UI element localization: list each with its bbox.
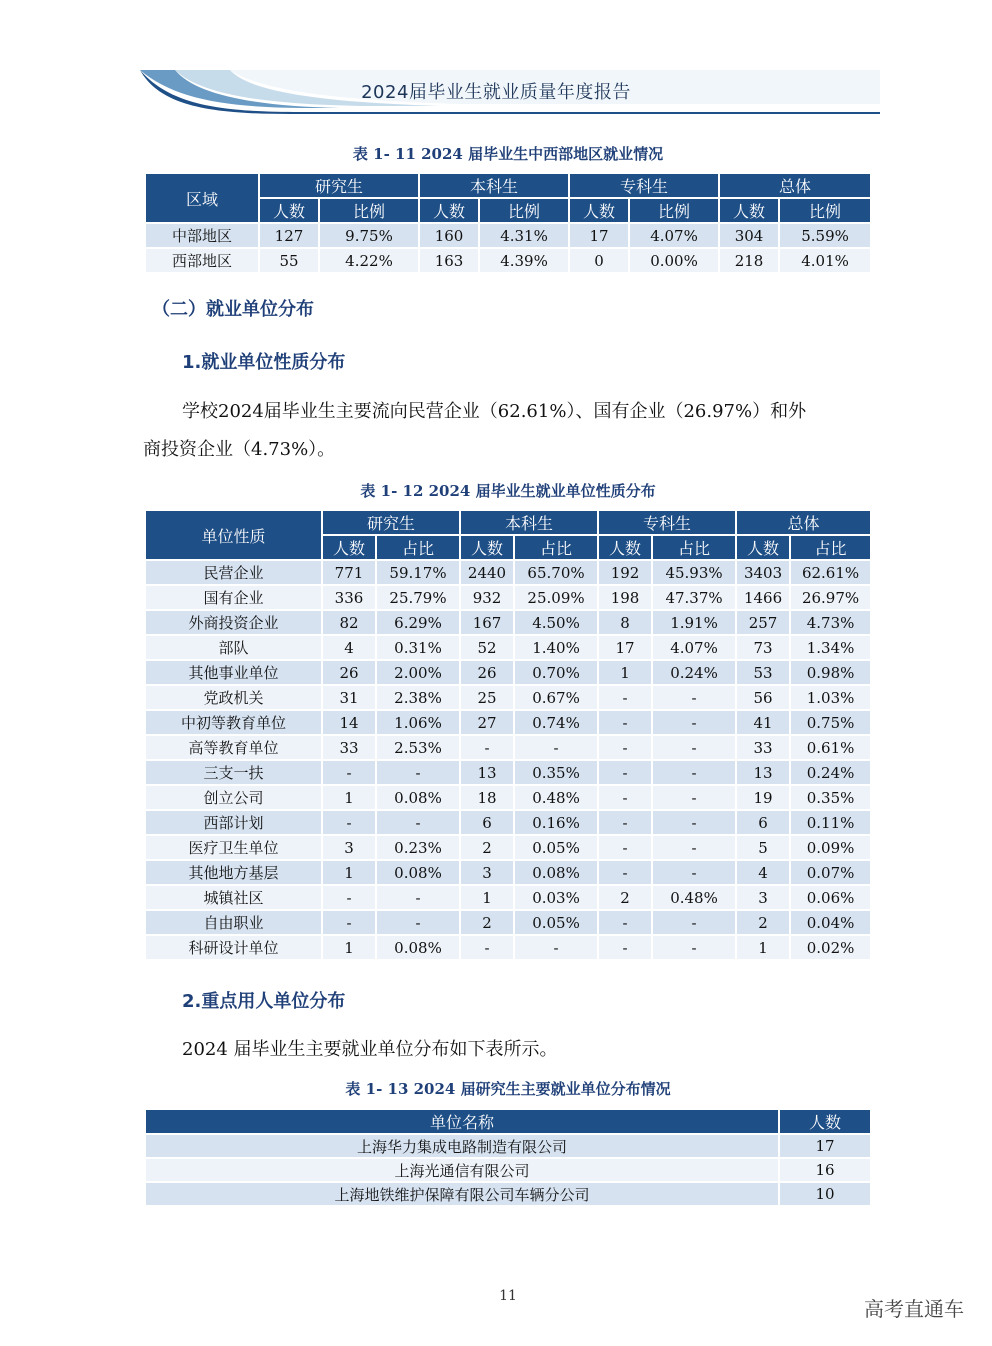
table11-cell: 0.00% <box>629 248 719 273</box>
paragraph-line-2: 商投资企业（4.73%）。 <box>143 439 336 460</box>
table12-cell: 2 <box>598 885 652 910</box>
table12-cell: 53 <box>736 660 790 685</box>
paragraph-line-1: 学校2024届毕业生主要流向民营企业（62.61%）、国有企业（26.97%）和外 <box>182 401 807 422</box>
section-heading: （二）就业单位分布 <box>152 299 314 320</box>
table12-cell: - <box>652 835 736 860</box>
table13-row <box>145 1134 871 1158</box>
table12-group-1: 本科生 <box>460 510 598 535</box>
table12-cell: - <box>652 935 736 960</box>
table12-row <box>145 885 871 910</box>
table12-cell: 0.98% <box>790 660 871 685</box>
table12-group-2: 专科生 <box>598 510 736 535</box>
table12-cell: 1 <box>598 660 652 685</box>
table12-cell: - <box>376 760 460 785</box>
table12-cell: 0.07% <box>790 860 871 885</box>
table12-sub-count: 人数 <box>322 535 376 560</box>
table11-cell: 163 <box>419 248 479 273</box>
table12-cell: 2 <box>460 835 514 860</box>
table12-cell: 26 <box>460 660 514 685</box>
table12-cell: - <box>652 735 736 760</box>
table12-cell: 18 <box>460 785 514 810</box>
table11-cell: 127 <box>259 223 319 248</box>
table12-cell: 1466 <box>736 585 790 610</box>
table12-cell: 3 <box>736 885 790 910</box>
table11-group-2: 专科生 <box>569 173 719 198</box>
table12-cell: 4.73% <box>790 610 871 635</box>
table12-row-label: 科研设计单位 <box>145 935 322 960</box>
table11-cell: 0 <box>569 248 629 273</box>
table12-cell: 41 <box>736 710 790 735</box>
table11-row-label: 西部地区 <box>145 248 259 273</box>
table11-sub-count: 人数 <box>259 198 319 223</box>
subsection-heading-2: 2.重点用人单位分布 <box>182 991 346 1012</box>
table12-cell: - <box>652 685 736 710</box>
table12-sub-count: 人数 <box>598 535 652 560</box>
table11-cell: 4.31% <box>479 223 569 248</box>
table12-cell: 0.16% <box>514 810 598 835</box>
table12-cell: 0.31% <box>376 635 460 660</box>
table12-cell: 33 <box>322 735 376 760</box>
table11-group-0: 研究生 <box>259 173 419 198</box>
table12-cell: - <box>652 810 736 835</box>
table12-cell: 0.05% <box>514 910 598 935</box>
table11-cell: 55 <box>259 248 319 273</box>
table11-cell: 17 <box>569 223 629 248</box>
table12-cell: 0.09% <box>790 835 871 860</box>
table12-caption: 表 1- 12 2024 届毕业生就业单位性质分布 <box>360 482 656 500</box>
table12-cell: - <box>322 760 376 785</box>
table12-cell: 2440 <box>460 560 514 585</box>
table11-row <box>145 223 871 248</box>
watermark-text: 高考直通车 <box>864 1297 964 1321</box>
table12-cell: 0.35% <box>514 760 598 785</box>
table11-sub-ratio: 比例 <box>779 198 871 223</box>
table12-cell: - <box>598 735 652 760</box>
table11-sub-count: 人数 <box>419 198 479 223</box>
table12-cell: 257 <box>736 610 790 635</box>
table11-cell: 304 <box>719 223 779 248</box>
table11-row-label: 中部地区 <box>145 223 259 248</box>
table12-row-label: 自由职业 <box>145 910 322 935</box>
table13-row-label: 上海地铁维护保障有限公司车辆分公司 <box>145 1182 779 1206</box>
table12-cell: 8 <box>598 610 652 635</box>
table12-cell: 3 <box>322 835 376 860</box>
table12-row-label: 党政机关 <box>145 685 322 710</box>
table11-caption: 表 1- 11 2024 届毕业生中西部地区就业情况 <box>352 145 664 163</box>
table12-group-3: 总体 <box>736 510 871 535</box>
table13-cell: 10 <box>779 1182 871 1206</box>
table12-row <box>145 910 871 935</box>
table11-cell: 4.07% <box>629 223 719 248</box>
table11-cell: 4.22% <box>319 248 419 273</box>
table12-cell: - <box>652 710 736 735</box>
table12-row-label: 其他地方基层 <box>145 860 322 885</box>
table13 <box>145 1109 871 1206</box>
table11-sub-ratio: 比例 <box>479 198 569 223</box>
table11-cell: 5.59% <box>779 223 871 248</box>
table12-row-label: 其他事业单位 <box>145 660 322 685</box>
table12-cell: 14 <box>322 710 376 735</box>
table11-group-1: 本科生 <box>419 173 569 198</box>
table12-cell: - <box>322 910 376 935</box>
table12-row-label: 三支一扶 <box>145 760 322 785</box>
table12-cell: 73 <box>736 635 790 660</box>
page-number: 11 <box>499 1288 517 1304</box>
table11-corner: 区域 <box>145 173 259 223</box>
table12-cell: 4 <box>736 860 790 885</box>
table12-cell: - <box>514 735 598 760</box>
table12-sub-count: 人数 <box>460 535 514 560</box>
table12-row-label: 创立公司 <box>145 785 322 810</box>
table12-row-label: 外商投资企业 <box>145 610 322 635</box>
table12-cell: 6 <box>736 810 790 835</box>
table12-corner: 单位性质 <box>145 510 322 560</box>
running-header-title: 2024届毕业生就业质量年度报告 <box>361 82 631 103</box>
table12-cell: 19 <box>736 785 790 810</box>
table12-cell: 2.00% <box>376 660 460 685</box>
table12-row <box>145 710 871 735</box>
table12-cell: 0.08% <box>376 935 460 960</box>
table12-cell: 771 <box>322 560 376 585</box>
table13-header-name: 单位名称 <box>145 1109 779 1134</box>
table12-cell: 0.70% <box>514 660 598 685</box>
table12-row-label: 中初等教育单位 <box>145 710 322 735</box>
table12-cell: 1.91% <box>652 610 736 635</box>
table12-cell: 26 <box>322 660 376 685</box>
table12-cell: 932 <box>460 585 514 610</box>
table12-row <box>145 810 871 835</box>
table12 <box>145 510 871 960</box>
table12-row <box>145 685 871 710</box>
table12-cell: 0.06% <box>790 885 871 910</box>
table12-cell: 62.61% <box>790 560 871 585</box>
table12-cell: 1.40% <box>514 635 598 660</box>
table12-row-label: 医疗卫生单位 <box>145 835 322 860</box>
table12-cell: 5 <box>736 835 790 860</box>
table12-cell: 336 <box>322 585 376 610</box>
table12-row <box>145 660 871 685</box>
table12-cell: 0.75% <box>790 710 871 735</box>
table12-cell: 3403 <box>736 560 790 585</box>
table12-row-label: 民营企业 <box>145 560 322 585</box>
table12-cell: 4 <box>322 635 376 660</box>
table12-cell: 0.48% <box>652 885 736 910</box>
table12-cell: - <box>598 710 652 735</box>
table12-cell: - <box>598 860 652 885</box>
table12-row <box>145 860 871 885</box>
table12-cell: 13 <box>460 760 514 785</box>
table12-cell: - <box>460 935 514 960</box>
table12-cell: 1 <box>322 785 376 810</box>
table12-cell: - <box>598 910 652 935</box>
table12-cell: - <box>460 735 514 760</box>
table13-header-count: 人数 <box>779 1109 871 1134</box>
table12-cell: 0.23% <box>376 835 460 860</box>
table12-cell: - <box>652 760 736 785</box>
table12-cell: 82 <box>322 610 376 635</box>
table12-cell: 2.53% <box>376 735 460 760</box>
table12-cell: 26.97% <box>790 585 871 610</box>
table12-cell: 17 <box>598 635 652 660</box>
table11-sub-ratio: 比例 <box>319 198 419 223</box>
table12-cell: 0.11% <box>790 810 871 835</box>
table12-cell: - <box>598 935 652 960</box>
table11-cell: 9.75% <box>319 223 419 248</box>
table12-cell: 1.03% <box>790 685 871 710</box>
table12-sub-share: 占比 <box>514 535 598 560</box>
table12-cell: 56 <box>736 685 790 710</box>
table12-cell: - <box>322 885 376 910</box>
table12-cell: 47.37% <box>652 585 736 610</box>
table12-cell: 3 <box>460 860 514 885</box>
table12-sub-share: 占比 <box>376 535 460 560</box>
table12-cell: 0.24% <box>790 760 871 785</box>
table12-cell: - <box>598 785 652 810</box>
table12-row <box>145 610 871 635</box>
table12-cell: 167 <box>460 610 514 635</box>
paragraph-key-employers: 2024 届毕业生主要就业单位分布如下表所示。 <box>182 1039 558 1060</box>
table12-cell: 25 <box>460 685 514 710</box>
table12-sub-share: 占比 <box>652 535 736 560</box>
table12-row <box>145 585 871 610</box>
table12-cell: 1 <box>322 935 376 960</box>
table12-cell: 0.02% <box>790 935 871 960</box>
table12-cell: - <box>376 910 460 935</box>
table12-cell: 25.09% <box>514 585 598 610</box>
table12-cell: - <box>598 760 652 785</box>
table12-cell: 0.08% <box>514 860 598 885</box>
table11-cell: 4.01% <box>779 248 871 273</box>
table11 <box>145 173 871 273</box>
table12-cell: 0.08% <box>376 860 460 885</box>
table12-cell: 1 <box>460 885 514 910</box>
table12-row <box>145 785 871 810</box>
table12-cell: - <box>652 910 736 935</box>
table12-cell: 33 <box>736 735 790 760</box>
table12-sub-count: 人数 <box>736 535 790 560</box>
table12-cell: 2 <box>460 910 514 935</box>
table12-cell: - <box>376 885 460 910</box>
table12-cell: 0.04% <box>790 910 871 935</box>
table12-cell: 1.06% <box>376 710 460 735</box>
table12-cell: 2.38% <box>376 685 460 710</box>
table13-cell: 16 <box>779 1158 871 1182</box>
table12-cell: 6.29% <box>376 610 460 635</box>
table12-cell: - <box>652 860 736 885</box>
table11-sub-count: 人数 <box>719 198 779 223</box>
table12-cell: 6 <box>460 810 514 835</box>
table12-cell: - <box>598 685 652 710</box>
table11-group-3: 总体 <box>719 173 871 198</box>
table12-cell: - <box>598 835 652 860</box>
table12-cell: 52 <box>460 635 514 660</box>
table13-row <box>145 1158 871 1182</box>
table12-row-label: 西部计划 <box>145 810 322 835</box>
table12-row-label: 部队 <box>145 635 322 660</box>
table12-cell: 192 <box>598 560 652 585</box>
table12-cell: 0.61% <box>790 735 871 760</box>
table12-row <box>145 735 871 760</box>
table12-row <box>145 835 871 860</box>
table12-cell: 0.08% <box>376 785 460 810</box>
table12-cell: 0.03% <box>514 885 598 910</box>
table12-sub-share: 占比 <box>790 535 871 560</box>
table12-cell: 31 <box>322 685 376 710</box>
table12-cell: 0.35% <box>790 785 871 810</box>
table12-cell: 2 <box>736 910 790 935</box>
table12-cell: 0.67% <box>514 685 598 710</box>
table13-row-label: 上海光通信有限公司 <box>145 1158 779 1182</box>
table13-caption: 表 1- 13 2024 届研究生主要就业单位分布情况 <box>345 1080 671 1098</box>
table12-row <box>145 760 871 785</box>
table12-cell: - <box>514 935 598 960</box>
table12-cell: 0.05% <box>514 835 598 860</box>
table12-row-label: 城镇社区 <box>145 885 322 910</box>
table12-cell: 4.50% <box>514 610 598 635</box>
table13-cell: 17 <box>779 1134 871 1158</box>
table11-row <box>145 248 871 273</box>
table12-row-label: 高等教育单位 <box>145 735 322 760</box>
table11-cell: 160 <box>419 223 479 248</box>
table13-row <box>145 1182 871 1206</box>
table11-sub-count: 人数 <box>569 198 629 223</box>
table12-cell: - <box>598 810 652 835</box>
table12-cell: 13 <box>736 760 790 785</box>
table12-cell: 59.17% <box>376 560 460 585</box>
table12-cell: 25.79% <box>376 585 460 610</box>
table11-cell: 218 <box>719 248 779 273</box>
table12-row-label: 国有企业 <box>145 585 322 610</box>
table12-cell: - <box>652 785 736 810</box>
table12-row <box>145 935 871 960</box>
table11-sub-ratio: 比例 <box>629 198 719 223</box>
table12-cell: 198 <box>598 585 652 610</box>
table12-cell: 65.70% <box>514 560 598 585</box>
table12-row <box>145 560 871 585</box>
table12-group-0: 研究生 <box>322 510 460 535</box>
table12-cell: 45.93% <box>652 560 736 585</box>
table12-cell: 0.48% <box>514 785 598 810</box>
subsection-heading-1: 1.就业单位性质分布 <box>182 352 346 373</box>
table12-cell: 1.34% <box>790 635 871 660</box>
table12-cell: 4.07% <box>652 635 736 660</box>
table13-row-label: 上海华力集成电路制造有限公司 <box>145 1134 779 1158</box>
table12-cell: - <box>376 810 460 835</box>
table12-cell: 0.24% <box>652 660 736 685</box>
table11-cell: 4.39% <box>479 248 569 273</box>
table12-row <box>145 635 871 660</box>
table12-cell: 1 <box>736 935 790 960</box>
table12-cell: 0.74% <box>514 710 598 735</box>
table12-cell: 1 <box>322 860 376 885</box>
table12-cell: 27 <box>460 710 514 735</box>
table12-cell: - <box>322 810 376 835</box>
